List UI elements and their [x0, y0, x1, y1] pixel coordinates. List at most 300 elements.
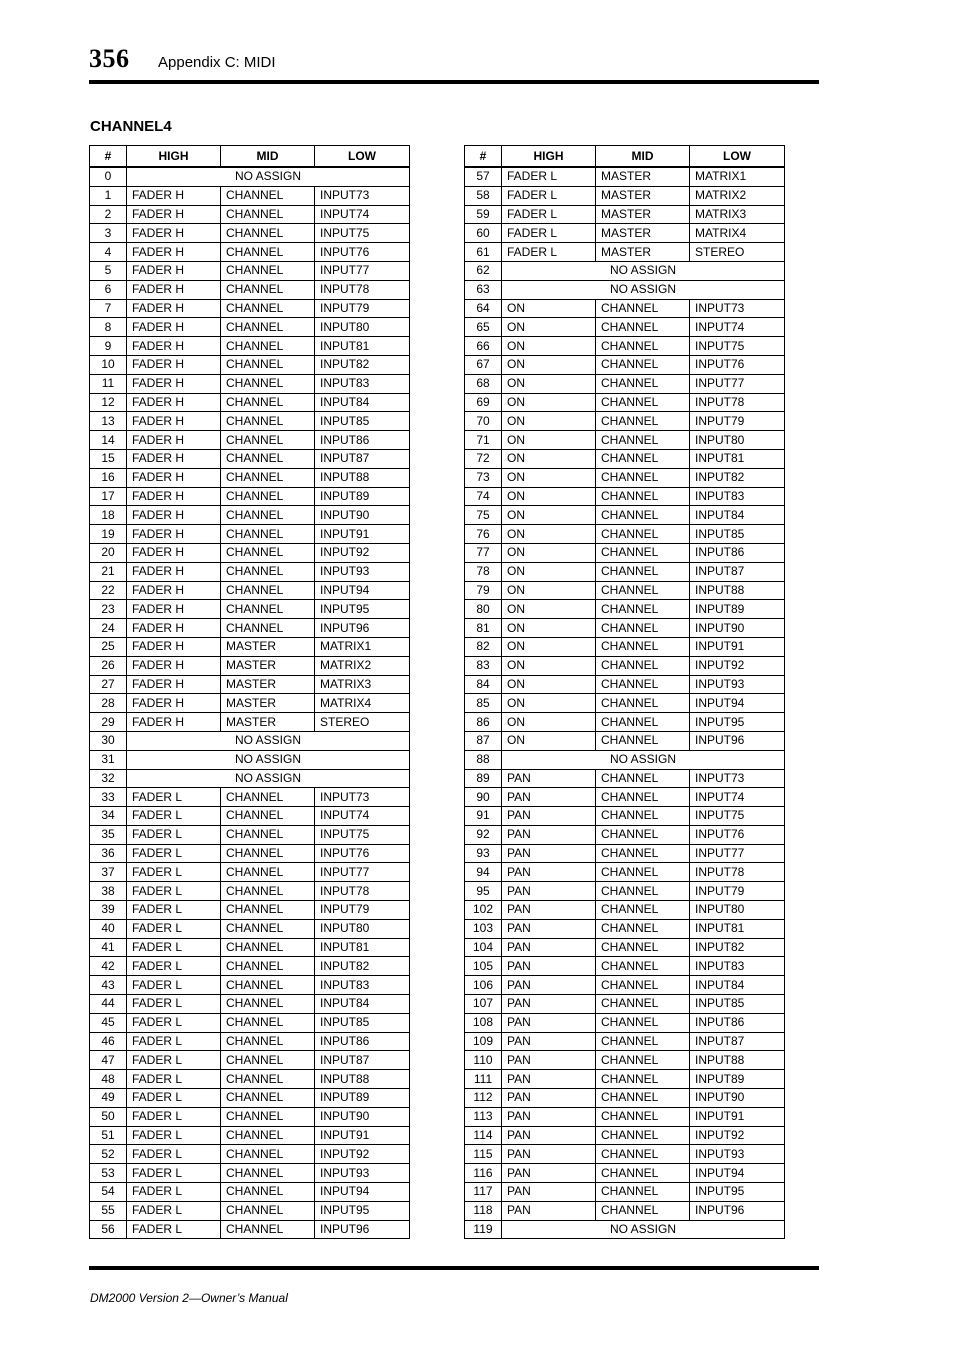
cell-high: FADER H: [127, 506, 221, 525]
cell-mid: CHANNEL: [596, 468, 690, 487]
table-row: [465, 1107, 785, 1126]
cell-high: ON: [502, 562, 596, 581]
cell-low: INPUT84: [690, 506, 785, 525]
cell-number: 95: [465, 882, 502, 901]
cell-number: 14: [90, 431, 127, 450]
cell-high: FADER L: [502, 167, 596, 186]
cell-number: 36: [90, 844, 127, 863]
table-body-left: [90, 167, 410, 1239]
cell-number: 82: [465, 637, 502, 656]
cell-number: 70: [465, 412, 502, 431]
cell-low: INPUT92: [690, 656, 785, 675]
column-header-low: LOW: [690, 146, 785, 168]
cell-low: INPUT92: [315, 1145, 410, 1164]
cell-high: ON: [502, 525, 596, 544]
table-row: [90, 280, 410, 299]
cell-low: MATRIX3: [690, 205, 785, 224]
cell-mid: CHANNEL: [221, 431, 315, 450]
cell-high: PAN: [502, 1183, 596, 1202]
table-row: [465, 525, 785, 544]
cell-number: 33: [90, 788, 127, 807]
cell-number: 68: [465, 374, 502, 393]
cell-mid: CHANNEL: [221, 224, 315, 243]
table-row: [465, 995, 785, 1014]
cell-mid: CHANNEL: [221, 468, 315, 487]
cell-low: INPUT83: [690, 957, 785, 976]
cell-high: FADER H: [127, 525, 221, 544]
cell-mid: CHANNEL: [221, 205, 315, 224]
cell-high: ON: [502, 600, 596, 619]
cell-number: 49: [90, 1089, 127, 1108]
cell-low: INPUT96: [315, 619, 410, 638]
table-row: [90, 995, 410, 1014]
cell-high: FADER H: [127, 205, 221, 224]
cell-mid: CHANNEL: [596, 337, 690, 356]
cell-number: 42: [90, 957, 127, 976]
cell-high: FADER H: [127, 619, 221, 638]
table-row: [90, 431, 410, 450]
footer-rule: [89, 1266, 819, 1270]
table-row: [90, 788, 410, 807]
cell-low: INPUT81: [690, 449, 785, 468]
table-row: [90, 1126, 410, 1145]
table-row: [90, 1070, 410, 1089]
cell-low: INPUT95: [315, 1201, 410, 1220]
cell-high: ON: [502, 675, 596, 694]
cell-high: PAN: [502, 844, 596, 863]
cell-low: INPUT76: [315, 243, 410, 262]
cell-high: FADER H: [127, 412, 221, 431]
cell-low: INPUT92: [315, 543, 410, 562]
cell-high: FADER L: [127, 1107, 221, 1126]
cell-mid: CHANNEL: [221, 1070, 315, 1089]
cell-mid: MASTER: [221, 694, 315, 713]
table-row: [90, 337, 410, 356]
table-row: [465, 412, 785, 431]
table-row: [90, 938, 410, 957]
cell-mid: CHANNEL: [596, 1089, 690, 1108]
cell-number: 115: [465, 1145, 502, 1164]
cell-mid: MASTER: [221, 713, 315, 732]
cell-number: 20: [90, 543, 127, 562]
section-heading: CHANNEL4: [90, 118, 172, 135]
table-row: [90, 1220, 410, 1239]
cell-high: ON: [502, 318, 596, 337]
cell-number: 102: [465, 901, 502, 920]
table-row: [90, 600, 410, 619]
cell-low: INPUT90: [690, 1089, 785, 1108]
cell-high: ON: [502, 337, 596, 356]
table-row: [465, 543, 785, 562]
cell-high: FADER H: [127, 261, 221, 280]
column-header-high: HIGH: [502, 146, 596, 168]
cell-low: INPUT85: [690, 995, 785, 1014]
table-row: [90, 750, 410, 769]
cell-high: PAN: [502, 995, 596, 1014]
cell-high: ON: [502, 374, 596, 393]
cell-low: INPUT83: [315, 976, 410, 995]
cell-number: 119: [465, 1220, 502, 1239]
cell-mid: CHANNEL: [596, 901, 690, 920]
table-row: [90, 825, 410, 844]
cell-low: INPUT81: [315, 337, 410, 356]
cell-high: PAN: [502, 1107, 596, 1126]
cell-mid: CHANNEL: [221, 976, 315, 995]
cell-high: FADER H: [127, 299, 221, 318]
cell-number: 2: [90, 205, 127, 224]
midi-table-right: [464, 145, 785, 1239]
cell-high: FADER L: [127, 1201, 221, 1220]
table-row: [90, 675, 410, 694]
cell-low: MATRIX4: [690, 224, 785, 243]
cell-mid: MASTER: [596, 224, 690, 243]
cell-mid: CHANNEL: [221, 581, 315, 600]
cell-high: FADER L: [127, 788, 221, 807]
cell-low: STEREO: [690, 243, 785, 262]
table-row: [465, 1183, 785, 1202]
table-row: [90, 619, 410, 638]
table-row: [90, 167, 410, 186]
cell-number: 108: [465, 1013, 502, 1032]
cell-high: FADER L: [502, 243, 596, 262]
cell-number: 51: [90, 1126, 127, 1145]
cell-mid: CHANNEL: [221, 825, 315, 844]
table-row: [465, 431, 785, 450]
table-row: [90, 224, 410, 243]
cell-number: 118: [465, 1201, 502, 1220]
cell-number: 71: [465, 431, 502, 450]
cell-number: 91: [465, 807, 502, 826]
table-row: [465, 938, 785, 957]
cell-number: 113: [465, 1107, 502, 1126]
cell-low: INPUT94: [315, 1183, 410, 1202]
cell-number: 87: [465, 731, 502, 750]
table-row: [90, 355, 410, 374]
cell-low: INPUT75: [315, 224, 410, 243]
cell-mid: CHANNEL: [596, 713, 690, 732]
cell-number: 28: [90, 694, 127, 713]
table-row: [90, 919, 410, 938]
table-row: [465, 1089, 785, 1108]
page-number: 356: [89, 44, 130, 73]
cell-low: INPUT77: [315, 261, 410, 280]
cell-low: INPUT88: [315, 1070, 410, 1089]
cell-low: INPUT84: [690, 976, 785, 995]
cell-number: 47: [90, 1051, 127, 1070]
cell-high: FADER L: [127, 957, 221, 976]
cell-high: FADER H: [127, 562, 221, 581]
cell-number: 52: [90, 1145, 127, 1164]
cell-mid: CHANNEL: [596, 487, 690, 506]
cell-number: 79: [465, 581, 502, 600]
cell-number: 37: [90, 863, 127, 882]
cell-number: 77: [465, 543, 502, 562]
cell-mid: CHANNEL: [221, 506, 315, 525]
cell-number: 112: [465, 1089, 502, 1108]
cell-high: ON: [502, 393, 596, 412]
cell-number: 44: [90, 995, 127, 1014]
cell-low: INPUT78: [690, 393, 785, 412]
cell-mid: CHANNEL: [596, 882, 690, 901]
cell-mid: MASTER: [596, 167, 690, 186]
cell-mid: CHANNEL: [596, 769, 690, 788]
column-header-low: LOW: [315, 146, 410, 168]
table-row: [90, 506, 410, 525]
cell-low: INPUT91: [690, 637, 785, 656]
cell-high: FADER H: [127, 431, 221, 450]
cell-high: FADER H: [127, 543, 221, 562]
cell-mid: MASTER: [221, 675, 315, 694]
table-row: [90, 299, 410, 318]
footer-text: DM2000 Version 2—Owner’s Manual: [90, 1291, 288, 1305]
cell-number: 54: [90, 1183, 127, 1202]
cell-high: FADER L: [502, 205, 596, 224]
cell-number: 25: [90, 637, 127, 656]
cell-mid: CHANNEL: [596, 807, 690, 826]
cell-mid: CHANNEL: [596, 1107, 690, 1126]
table-row: [465, 1145, 785, 1164]
cell-low: INPUT96: [315, 1220, 410, 1239]
cell-number: 32: [90, 769, 127, 788]
cell-number: 50: [90, 1107, 127, 1126]
cell-number: 31: [90, 750, 127, 769]
cell-mid: CHANNEL: [221, 1107, 315, 1126]
cell-low: INPUT77: [315, 863, 410, 882]
cell-no-assign: NO ASSIGN: [502, 750, 785, 769]
cell-number: 72: [465, 449, 502, 468]
cell-mid: CHANNEL: [221, 525, 315, 544]
cell-high: FADER H: [127, 468, 221, 487]
table-row: [465, 449, 785, 468]
cell-low: INPUT93: [690, 675, 785, 694]
table-row: [90, 1201, 410, 1220]
cell-high: FADER H: [127, 337, 221, 356]
table-row: [465, 299, 785, 318]
cell-high: PAN: [502, 1126, 596, 1145]
cell-low: INPUT83: [315, 374, 410, 393]
cell-mid: CHANNEL: [221, 938, 315, 957]
cell-number: 11: [90, 374, 127, 393]
table-row: [90, 713, 410, 732]
table-row: [90, 243, 410, 262]
table-header-row: [465, 146, 785, 168]
cell-low: INPUT82: [315, 957, 410, 976]
cell-low: INPUT76: [690, 355, 785, 374]
cell-high: PAN: [502, 1032, 596, 1051]
column-header-mid: MID: [596, 146, 690, 168]
cell-mid: CHANNEL: [221, 543, 315, 562]
cell-mid: CHANNEL: [221, 1013, 315, 1032]
cell-mid: CHANNEL: [221, 901, 315, 920]
cell-mid: CHANNEL: [596, 788, 690, 807]
cell-mid: CHANNEL: [221, 393, 315, 412]
table-row: [90, 318, 410, 337]
cell-mid: CHANNEL: [596, 412, 690, 431]
cell-mid: CHANNEL: [221, 280, 315, 299]
cell-number: 111: [465, 1070, 502, 1089]
cell-mid: CHANNEL: [596, 619, 690, 638]
cell-number: 80: [465, 600, 502, 619]
cell-high: PAN: [502, 1013, 596, 1032]
cell-high: FADER L: [127, 919, 221, 938]
cell-number: 90: [465, 788, 502, 807]
cell-no-assign: NO ASSIGN: [127, 731, 410, 750]
cell-mid: CHANNEL: [221, 1051, 315, 1070]
cell-number: 45: [90, 1013, 127, 1032]
table-row: [465, 769, 785, 788]
cell-high: PAN: [502, 769, 596, 788]
cell-mid: CHANNEL: [596, 995, 690, 1014]
table-row: [465, 844, 785, 863]
table-row: [465, 919, 785, 938]
cell-high: ON: [502, 637, 596, 656]
cell-high: FADER L: [127, 1220, 221, 1239]
table-row: [465, 280, 785, 299]
cell-no-assign: NO ASSIGN: [502, 1220, 785, 1239]
cell-low: INPUT73: [315, 186, 410, 205]
table-row: [465, 186, 785, 205]
cell-low: INPUT83: [690, 487, 785, 506]
table-row: [465, 750, 785, 769]
cell-number: 73: [465, 468, 502, 487]
cell-number: 106: [465, 976, 502, 995]
cell-mid: MASTER: [221, 656, 315, 675]
cell-high: ON: [502, 694, 596, 713]
cell-mid: CHANNEL: [596, 1145, 690, 1164]
cell-number: 55: [90, 1201, 127, 1220]
cell-mid: CHANNEL: [596, 1164, 690, 1183]
cell-number: 53: [90, 1164, 127, 1183]
cell-mid: CHANNEL: [221, 412, 315, 431]
table-row: [90, 261, 410, 280]
cell-number: 83: [465, 656, 502, 675]
cell-mid: CHANNEL: [596, 919, 690, 938]
cell-low: INPUT79: [315, 901, 410, 920]
table-row: [90, 1013, 410, 1032]
table-row: [90, 731, 410, 750]
cell-mid: CHANNEL: [596, 506, 690, 525]
cell-mid: CHANNEL: [596, 299, 690, 318]
cell-high: FADER H: [127, 675, 221, 694]
table-row: [90, 1107, 410, 1126]
cell-high: PAN: [502, 825, 596, 844]
cell-high: FADER H: [127, 355, 221, 374]
table-row: [90, 1164, 410, 1183]
cell-low: INPUT74: [315, 205, 410, 224]
cell-high: ON: [502, 619, 596, 638]
cell-low: INPUT95: [315, 600, 410, 619]
cell-number: 81: [465, 619, 502, 638]
cell-low: INPUT73: [315, 788, 410, 807]
cell-low: INPUT76: [315, 844, 410, 863]
cell-no-assign: NO ASSIGN: [127, 750, 410, 769]
table-row: [465, 224, 785, 243]
cell-number: 74: [465, 487, 502, 506]
cell-number: 3: [90, 224, 127, 243]
cell-high: FADER H: [127, 600, 221, 619]
cell-number: 117: [465, 1183, 502, 1202]
cell-number: 13: [90, 412, 127, 431]
cell-number: 67: [465, 355, 502, 374]
cell-mid: MASTER: [596, 186, 690, 205]
cell-low: INPUT96: [690, 731, 785, 750]
cell-low: INPUT74: [315, 807, 410, 826]
cell-number: 58: [465, 186, 502, 205]
cell-high: FADER L: [127, 863, 221, 882]
cell-low: INPUT85: [315, 1013, 410, 1032]
cell-mid: CHANNEL: [596, 976, 690, 995]
cell-low: INPUT79: [315, 299, 410, 318]
cell-high: FADER L: [127, 825, 221, 844]
cell-mid: CHANNEL: [596, 562, 690, 581]
cell-number: 30: [90, 731, 127, 750]
cell-mid: CHANNEL: [221, 1220, 315, 1239]
table-row: [90, 468, 410, 487]
cell-low: INPUT93: [315, 562, 410, 581]
cell-low: MATRIX2: [690, 186, 785, 205]
cell-low: INPUT86: [690, 1013, 785, 1032]
cell-high: ON: [502, 299, 596, 318]
cell-mid: CHANNEL: [596, 431, 690, 450]
cell-high: ON: [502, 412, 596, 431]
table-row: [465, 825, 785, 844]
cell-low: INPUT88: [690, 1051, 785, 1070]
cell-high: FADER H: [127, 224, 221, 243]
cell-mid: CHANNEL: [221, 863, 315, 882]
cell-mid: CHANNEL: [596, 656, 690, 675]
table-row: [465, 901, 785, 920]
table-row: [465, 205, 785, 224]
cell-mid: CHANNEL: [596, 393, 690, 412]
table-row: [465, 337, 785, 356]
cell-high: FADER L: [127, 1183, 221, 1202]
cell-mid: CHANNEL: [596, 449, 690, 468]
cell-low: INPUT91: [315, 525, 410, 544]
column-header-number: #: [90, 146, 127, 168]
cell-mid: MASTER: [596, 205, 690, 224]
table-row: [90, 1089, 410, 1108]
cell-number: 10: [90, 355, 127, 374]
cell-mid: CHANNEL: [596, 374, 690, 393]
cell-low: INPUT87: [315, 449, 410, 468]
cell-low: INPUT94: [315, 581, 410, 600]
cell-number: 88: [465, 750, 502, 769]
cell-number: 12: [90, 393, 127, 412]
cell-number: 41: [90, 938, 127, 957]
cell-high: PAN: [502, 957, 596, 976]
cell-number: 35: [90, 825, 127, 844]
cell-low: MATRIX3: [315, 675, 410, 694]
cell-number: 103: [465, 919, 502, 938]
cell-number: 93: [465, 844, 502, 863]
cell-mid: CHANNEL: [221, 337, 315, 356]
cell-low: INPUT78: [315, 280, 410, 299]
table-row: [90, 1145, 410, 1164]
table-row: [465, 1126, 785, 1145]
table-row: [465, 656, 785, 675]
cell-number: 105: [465, 957, 502, 976]
cell-mid: CHANNEL: [596, 1032, 690, 1051]
table-row: [465, 393, 785, 412]
header-rule: [89, 80, 819, 84]
cell-mid: CHANNEL: [221, 1201, 315, 1220]
table-row: [90, 656, 410, 675]
cell-low: STEREO: [315, 713, 410, 732]
cell-number: 84: [465, 675, 502, 694]
cell-mid: CHANNEL: [221, 487, 315, 506]
table-row: [90, 449, 410, 468]
cell-mid: CHANNEL: [221, 243, 315, 262]
